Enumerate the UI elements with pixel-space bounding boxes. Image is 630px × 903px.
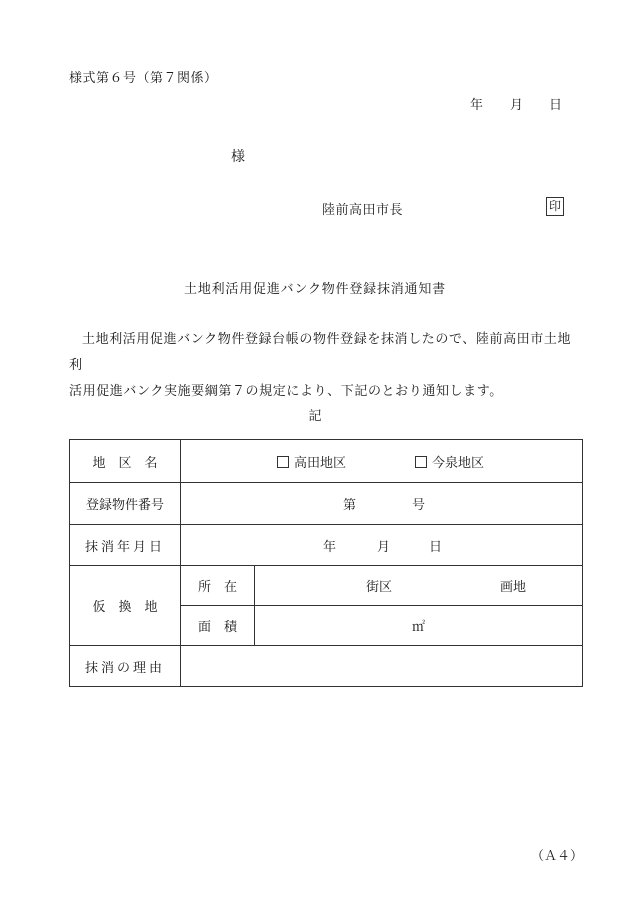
cancel-date-month: 月 (377, 540, 391, 555)
issuer-name: 陸前高田市長 (322, 203, 404, 218)
area-unit: ㎡ (411, 620, 425, 635)
district-option-imaizumi-label: 今泉地区 (432, 456, 485, 471)
district-label: 地 区 名 (70, 440, 181, 483)
document-title: 土地利活用促進バンク物件登録抹消通知書 (184, 282, 446, 297)
location-label: 所 在 (181, 566, 255, 606)
date-year-label: 年 (470, 98, 484, 113)
date-day-label: 日 (549, 98, 563, 113)
body-line-1: 土地利活用促進バンク物件登録台帳の物件登録を抹消したので、陸前高田市土地利 (69, 332, 572, 373)
replot-label: 仮 換 地 (70, 566, 181, 646)
notice-table (69, 439, 583, 687)
checkbox-icon[interactable] (415, 456, 427, 468)
page-size-label: （Ａ４） (531, 849, 584, 864)
date-month-label: 月 (510, 98, 524, 113)
property-number-suffix: 号 (412, 498, 426, 513)
property-number-cell[interactable] (181, 483, 583, 525)
cancel-date-year: 年 (323, 540, 337, 555)
location-cell[interactable] (255, 566, 583, 606)
property-number-label: 登録物件番号 (70, 483, 181, 525)
checkbox-icon[interactable] (277, 456, 289, 468)
district-option-imaizumi[interactable] (415, 452, 484, 471)
ki-heading: 記 (308, 409, 322, 424)
property-number-prefix: 第 (343, 498, 357, 513)
area-label: 面 積 (181, 606, 255, 646)
district-option-takata-label: 高田地区 (294, 456, 347, 471)
reason-label: 抹消の理由 (70, 646, 181, 687)
form-number: 様式第６号（第７関係） (69, 71, 218, 86)
recipient-suffix: 様 (231, 149, 245, 165)
cancel-date-label: 抹消年月日 (70, 525, 181, 566)
location-lot-label: 画地 (500, 580, 527, 595)
cancel-date-day: 日 (429, 540, 443, 555)
table-row-location (70, 566, 583, 606)
district-options-cell (181, 440, 583, 483)
area-cell[interactable] (255, 606, 583, 646)
table-row-cancel-date (70, 525, 583, 566)
location-block-label: 街区 (366, 580, 393, 595)
notice-body (69, 327, 584, 405)
body-line-2: 活用促進バンク実施要綱第７の規定により、下記のとおり通知します。 (69, 384, 503, 399)
table-row-property-number (70, 483, 583, 525)
district-option-takata[interactable] (277, 452, 346, 471)
table-row-reason (70, 646, 583, 687)
seal-mark: 印 (546, 197, 564, 216)
table-row-district (70, 440, 583, 483)
reason-cell[interactable] (181, 646, 583, 687)
cancel-date-cell[interactable] (181, 525, 583, 566)
